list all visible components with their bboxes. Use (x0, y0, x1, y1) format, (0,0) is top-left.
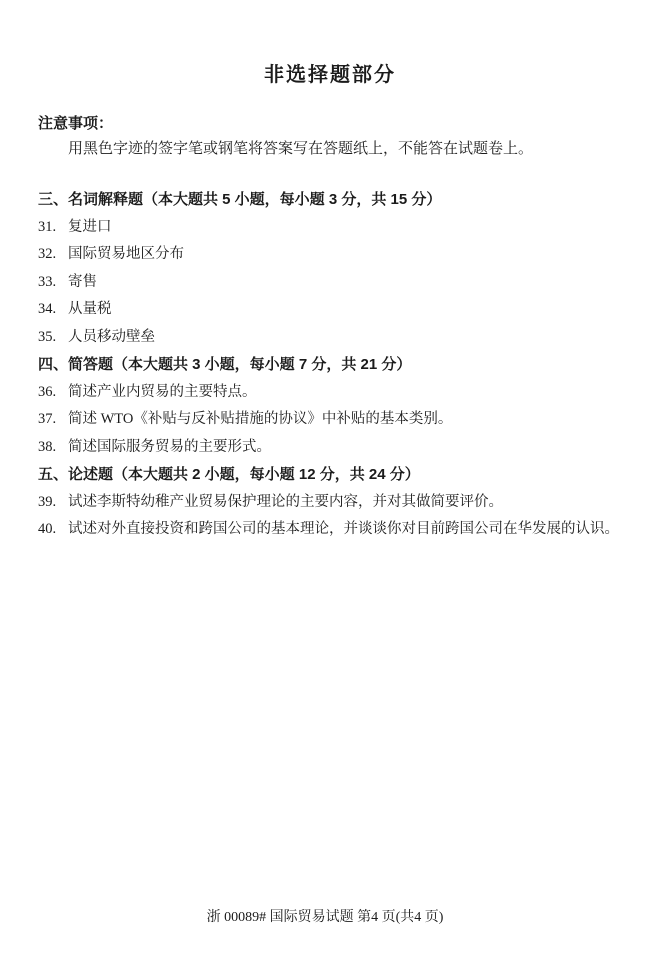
question-number: 38. (38, 438, 57, 455)
question-number: 40. (38, 521, 57, 537)
question-item (38, 379, 622, 407)
question-text: 简述国际服务贸易的主要形式。 (68, 438, 271, 455)
question-item (38, 269, 622, 297)
question-number: 35. (38, 328, 57, 345)
question-item (38, 214, 622, 242)
question-text: 试述对外直接投资和跨国公司的基本理论，并谈谈你对目前跨国公司在华发展的认识。 (68, 521, 619, 537)
notice-heading: 注意事项： (38, 115, 114, 132)
question-number: 32. (38, 246, 57, 262)
question-number: 39. (38, 493, 57, 510)
question-number: 33. (38, 273, 57, 290)
question-number: 31. (38, 218, 57, 235)
question-text: 简述产业内贸易的主要特点。 (68, 383, 257, 400)
page-footer: 浙 00089# 国际贸易试题 第4 页(共4 页) (206, 910, 444, 925)
question-item (38, 434, 622, 462)
question-text: 国际贸易地区分布 (68, 246, 184, 262)
question-text: 试述李斯特幼稚产业贸易保护理论的主要内容，并对其做简要评价。 (68, 493, 503, 510)
question-text: 简述 WTO《补贴与反补贴措施的协议》中补贴的基本类别。 (68, 411, 453, 427)
question-item (38, 516, 622, 544)
question-number: 34. (38, 301, 57, 317)
question-item (38, 241, 622, 269)
section-heading: 四、简答题（本大题共 3 小题，每小题 7 分，共 21 分） (38, 356, 412, 373)
question-text: 人员移动壁垒 (68, 328, 155, 345)
section-heading: 三、名词解释题（本大题共 5 小题，每小题 3 分，共 15 分） (38, 191, 442, 208)
question-number: 37. (38, 411, 57, 427)
section-heading: 五、论述题（本大题共 2 小题，每小题 12 分，共 24 分） (38, 466, 420, 483)
question-item (38, 489, 622, 517)
question-item (38, 296, 622, 324)
page-title: 非选择题部分 (264, 64, 396, 86)
question-item (38, 406, 622, 434)
question-text: 寄售 (68, 273, 97, 290)
question-item (38, 324, 622, 352)
questions-block (38, 186, 622, 544)
question-text: 复进口 (68, 218, 112, 235)
question-text: 从量税 (68, 301, 112, 317)
notice-body: 用黑色字迹的签字笔或钢笔将答案写在答题纸上，不能答在试题卷上。 (68, 141, 534, 157)
question-number: 36. (38, 383, 57, 400)
